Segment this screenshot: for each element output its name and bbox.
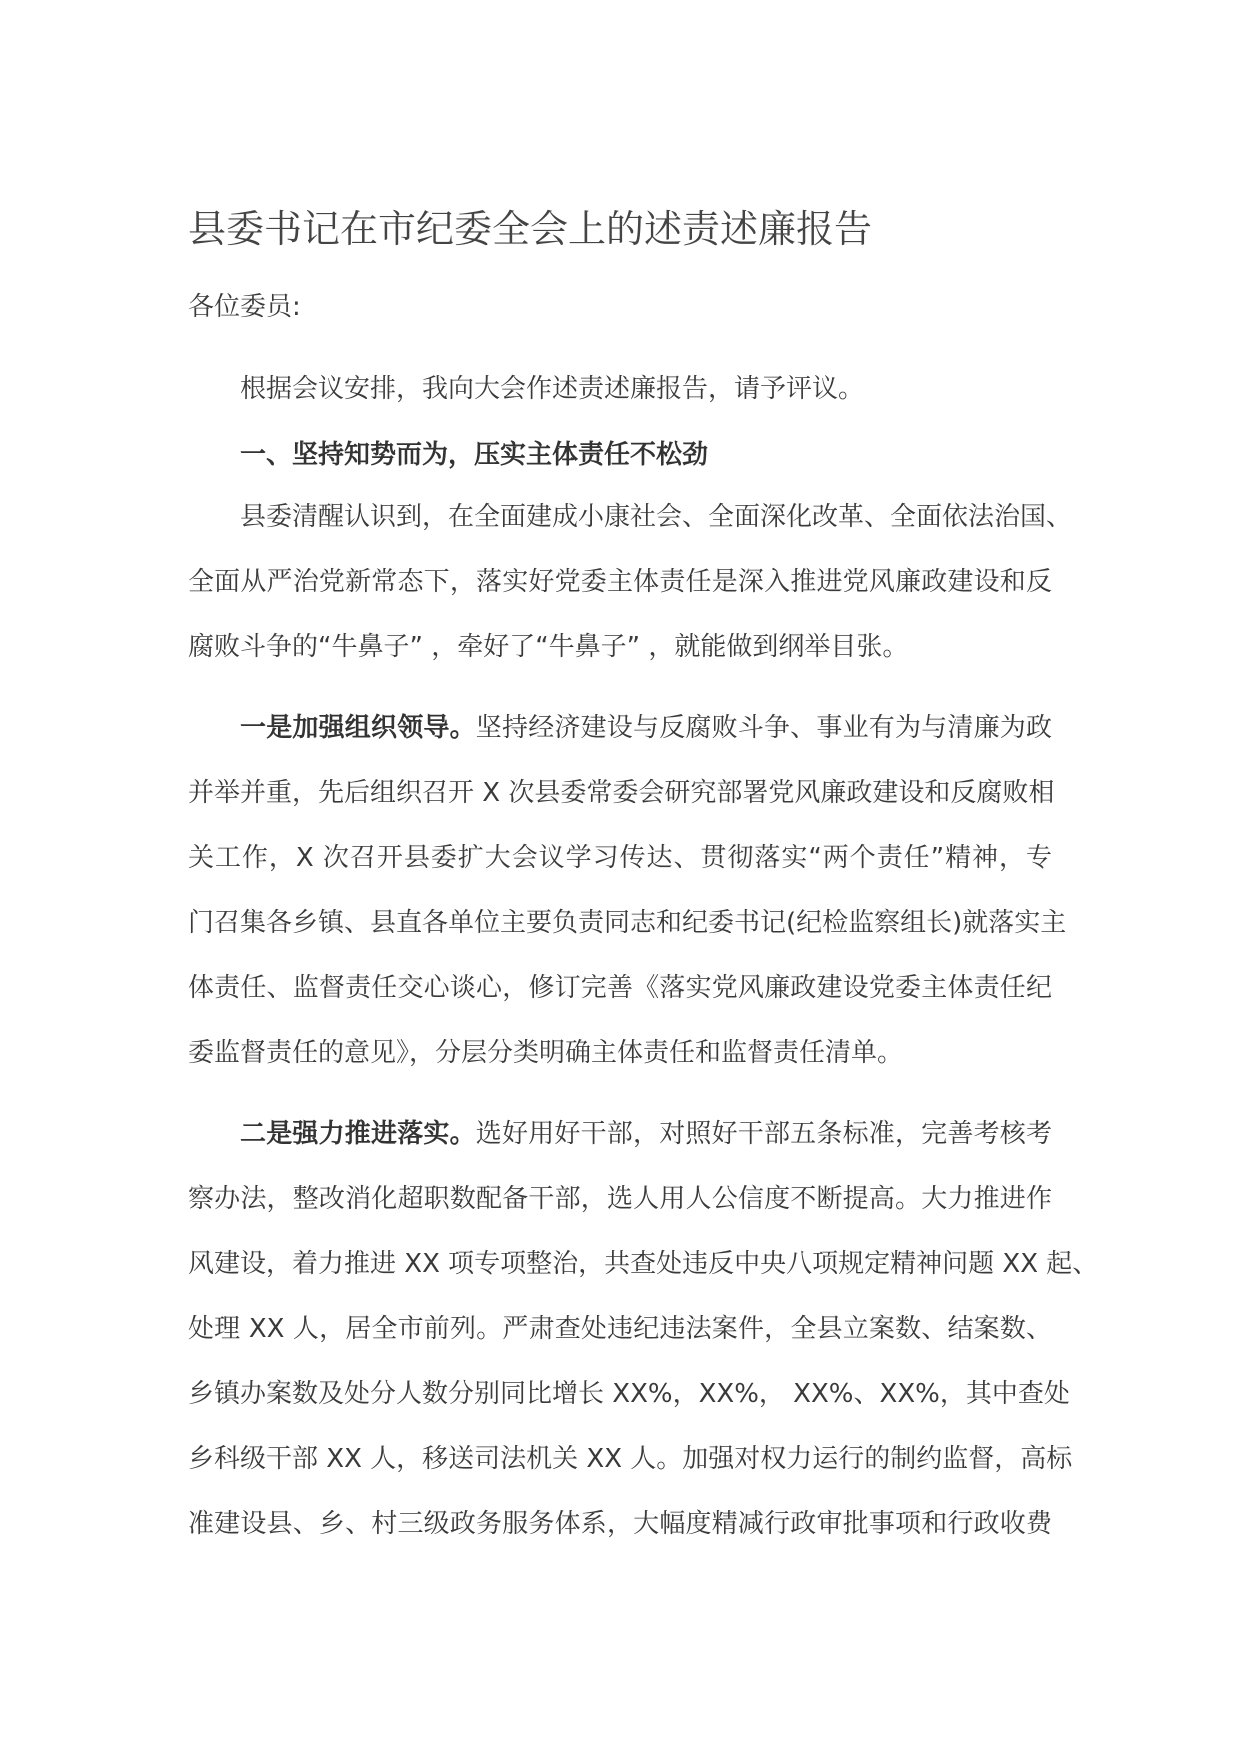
paragraph-line: 察办法，整改消化超职数配备干部，选人用人公信度不断提高。大力推进作 — [188, 1184, 1052, 1214]
document-title: 县委书记在市纪委全会上的述责述廉报告 — [188, 207, 873, 251]
paragraph-line: 关工作，X 次召开县委扩大会议学习传达、贯彻落实“两个责任”精神，专 — [188, 843, 1052, 873]
paragraph-line: 并举并重，先后组织召开 X 次县委常委会研究部署党风廉政建设和反腐败相 — [188, 778, 1055, 808]
point-lead: 二是强力推进落实。 — [240, 1119, 476, 1149]
paragraph-line: 全面从严治党新常态下，落实好党委主体责任是深入推进党风廉政建设和反 — [188, 567, 1052, 597]
paragraph-line: 乡科级干部 XX 人，移送司法机关 XX 人。加强对权力运行的制约监督，高标 — [188, 1444, 1073, 1474]
paragraph-line: 准建设县、乡、村三级政务服务体系，大幅度精减行政审批事项和行政收费 — [188, 1509, 1052, 1539]
point-text: 选好用好干部，对照好干部五条标准，完善考核考 — [475, 1119, 1052, 1149]
section-heading — [240, 439, 708, 471]
paragraph-line: 门召集各乡镇、县直各单位主要负责同志和纪委书记(纪检监察组长)就落实主 — [188, 908, 1067, 938]
paragraph-line: 处理 XX 人，居全市前列。严肃查处违纪违法案件，全县立案数、结案数、 — [188, 1314, 1052, 1344]
salutation: 各位委员: — [188, 292, 301, 322]
paragraph-line: 县委清醒认识到，在全面建成小康社会、全面深化改革、全面依法治国、 — [240, 502, 1073, 532]
paragraph-line: 风建设，着力推进 XX 项专项整治，共查处违反中央八项规定精神问题 XX 起、 — [188, 1249, 1099, 1279]
paragraph-line: 乡镇办案数及处分人数分别同比增长 XX%，XX%， XX%、XX%，其中查处 — [188, 1379, 1070, 1409]
section-heading-text: 一、坚持知势而为，压实主体责任不松劲 — [240, 440, 709, 470]
paragraph-line: 体责任、监督责任交心谈心，修订完善《落实党风廉政建设党委主体责任纪 — [188, 973, 1052, 1003]
paragraph-line — [240, 712, 1052, 744]
paragraph-line: 委监督责任的意见》，分层分类明确主体责任和监督责任清单。 — [188, 1038, 904, 1068]
intro-paragraph: 根据会议安排，我向大会作述责述廉报告，请予评议。 — [240, 374, 865, 404]
paragraph-line — [240, 1118, 1052, 1150]
paragraph-line: 腐败斗争的“牛鼻子” ，牵好了“牛鼻子” ，就能做到纲举目张。 — [188, 632, 909, 662]
point-text: 坚持经济建设与反腐败斗争、事业有为与清廉为政 — [475, 713, 1052, 743]
point-lead: 一是加强组织领导。 — [240, 713, 476, 743]
